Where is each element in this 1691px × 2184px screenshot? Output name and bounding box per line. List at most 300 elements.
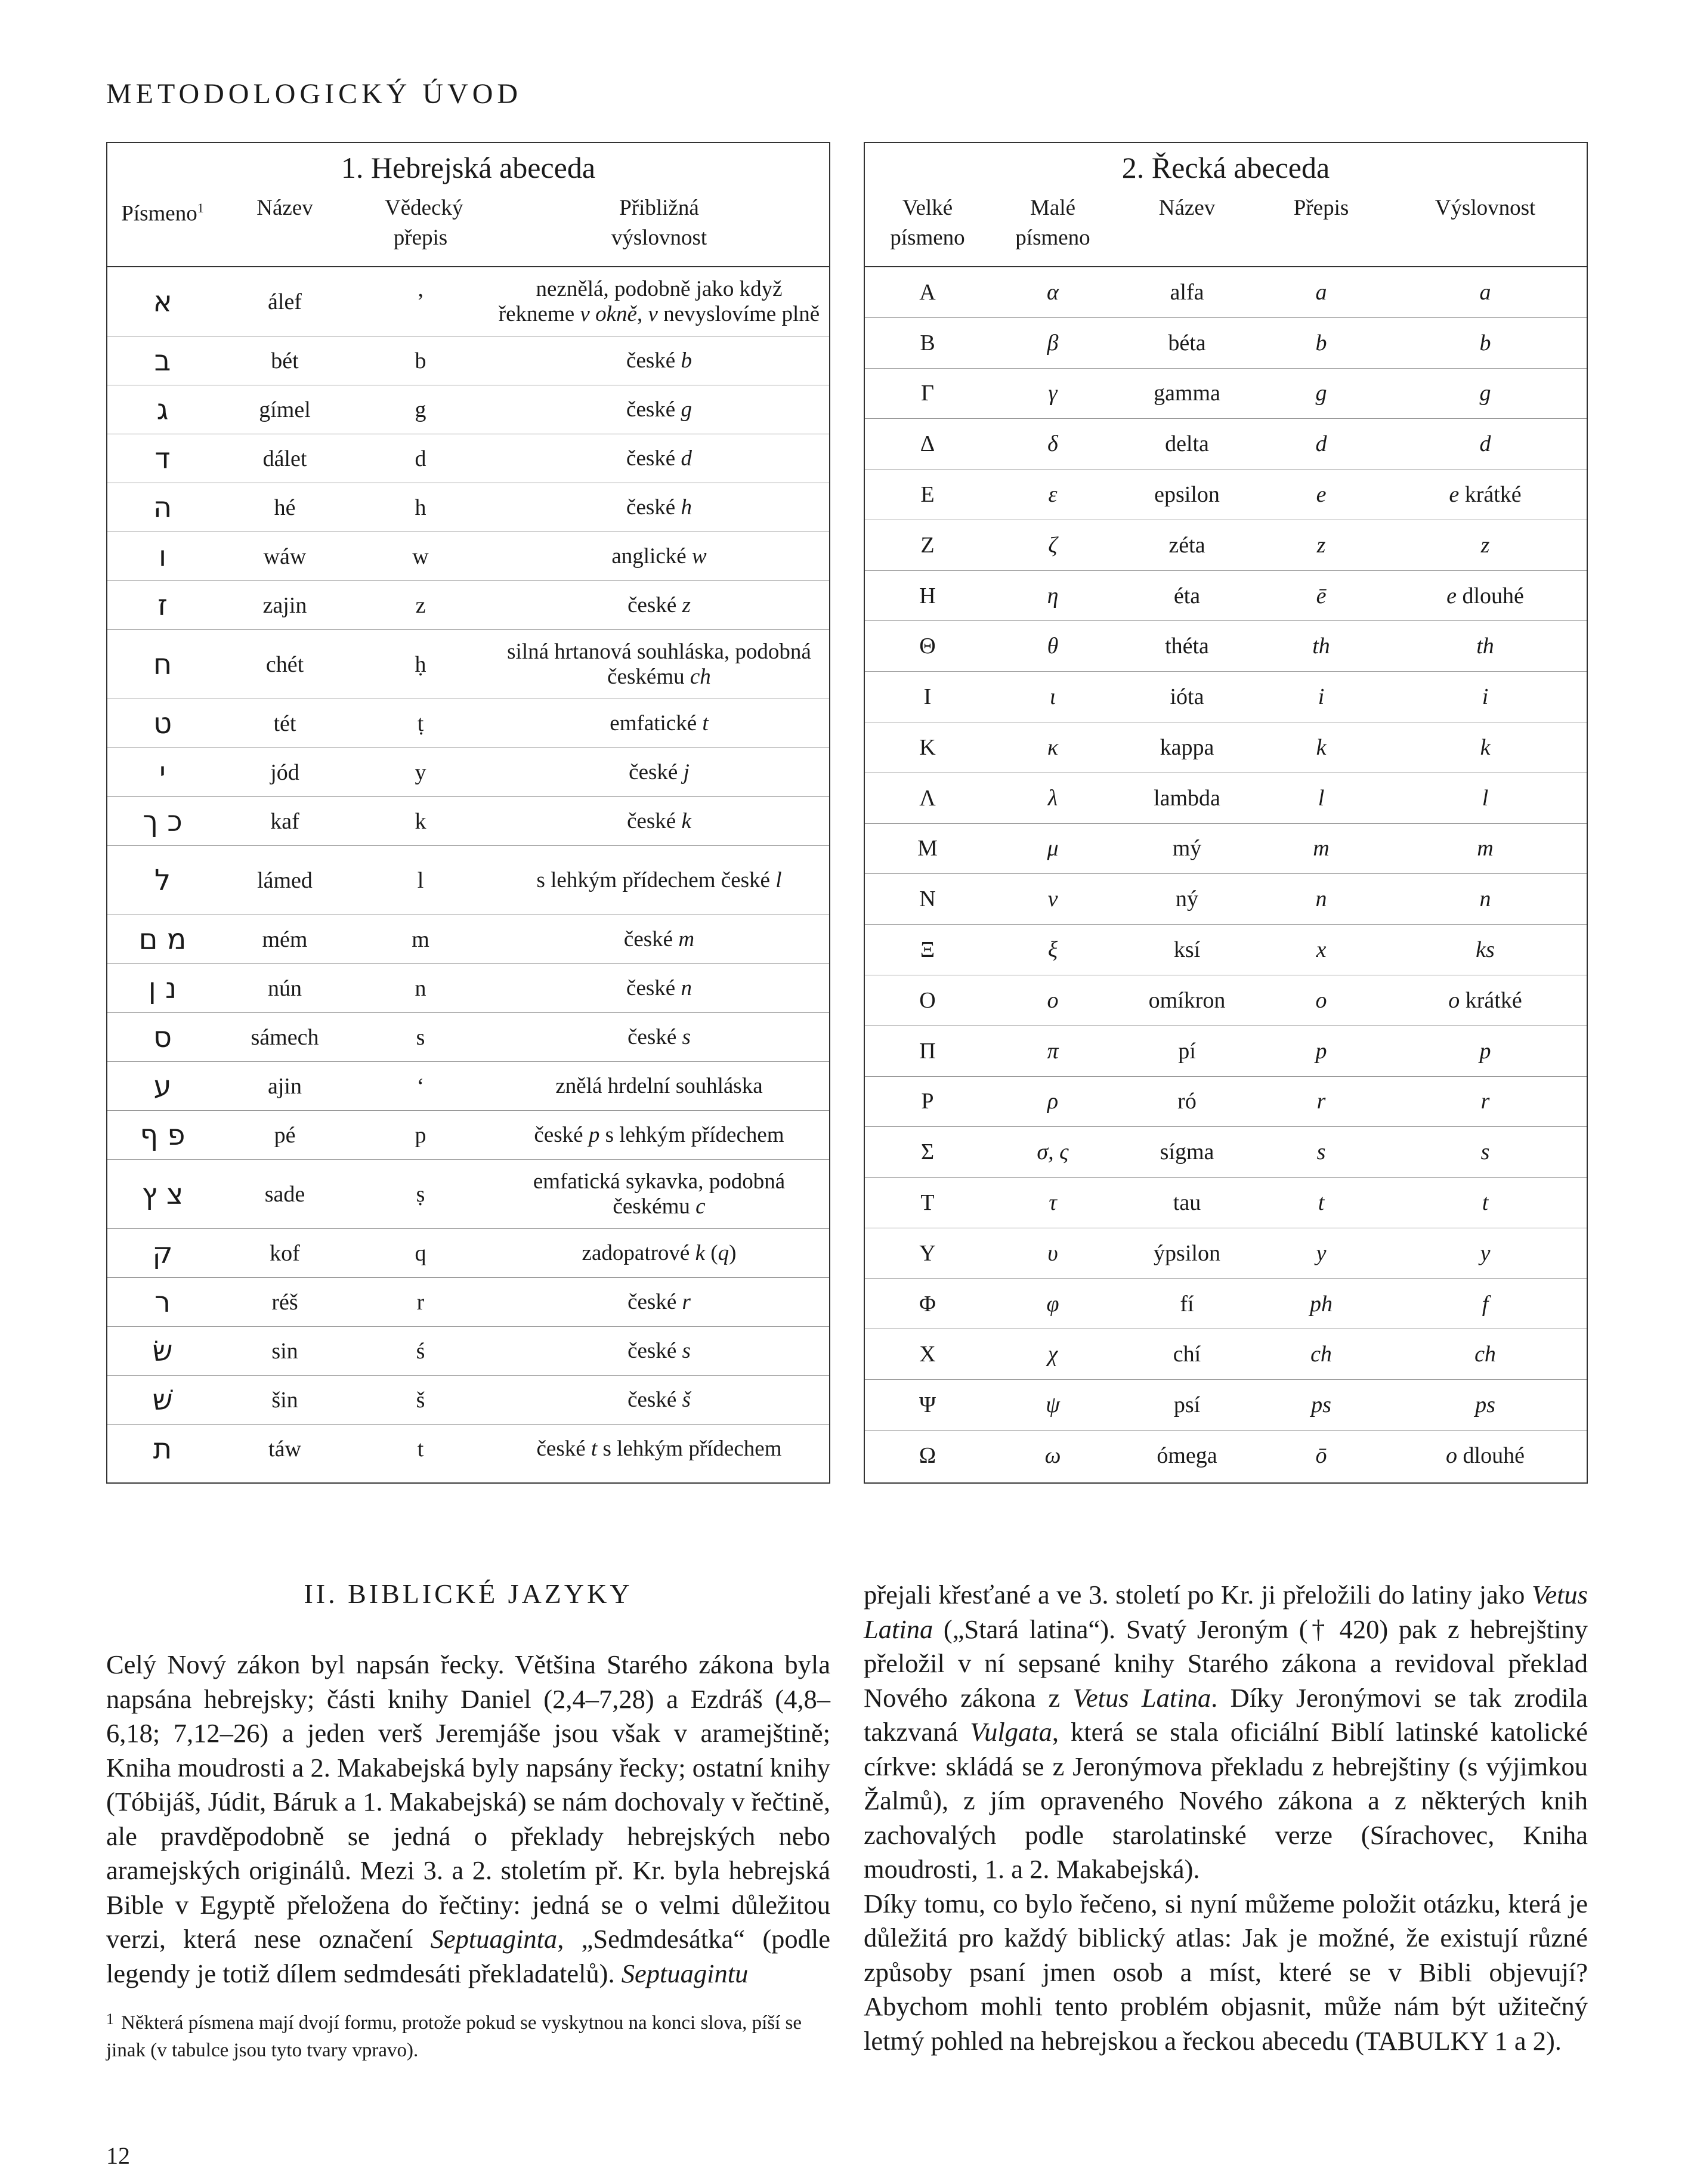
table-row (865, 419, 1587, 469)
uppercase-letter: Ι (923, 684, 932, 710)
letter-name: théta (1165, 634, 1209, 659)
pronunciation (1384, 1291, 1587, 1317)
pronunciation-part: g (1479, 381, 1491, 406)
pronunciation-part: b (681, 348, 692, 373)
letter-name: bét (271, 348, 299, 373)
hebrew-letter: מ ם (138, 922, 187, 956)
pronunciation (489, 809, 829, 834)
letter-name: dálet (262, 446, 307, 471)
lowercase-letter: ο (1047, 987, 1059, 1013)
hebrew-letter: שׂ (152, 1334, 173, 1368)
text-segment: Septuaginta (430, 1924, 558, 1954)
text-segment: Celý Nový zákon byl napsán řecky. Většina Starého zákona byla napsána hebrejsky; části knihy Daniel (2,4–7,28) a Ezdráš (4,8–6,18; 7,12–26) a jeden verš Jeremjáše jsou však v aramejštině; Kniha moudrosti a 2. Makabejská byly napsány řecky; ostatní knihy (Tóbijáš, Júdit, Báruk a 1. Makabejská) se nám dochovaly v řečtině, ale pravděpodobně se jedná o překlady hebrejských nebo aramejských originálů. Mezi 3. a 2. stoletím př. Kr. byla hebrejská Bible v Egyptě přeložena do řečtiny: jedná se o velmi důležitou verzi, která nese označení (106, 1649, 830, 1954)
table-row (865, 773, 1587, 824)
letter-name: éta (1173, 583, 1201, 608)
table-row (865, 571, 1587, 622)
uppercase-letter: Θ (919, 634, 936, 659)
transliteration: e (1316, 482, 1327, 508)
pronunciation-part: ch (690, 664, 711, 689)
lowercase-letter: ι (1049, 684, 1056, 710)
hebrew-letter: ג (156, 393, 169, 427)
pronunciation-part: krátké (1460, 987, 1522, 1013)
pronunciation-part: h (681, 495, 692, 520)
hebrew-letter: ט (153, 706, 172, 740)
lowercase-letter: γ (1048, 381, 1058, 406)
transliteration: ’ (416, 289, 425, 314)
table-row (107, 1062, 829, 1111)
pronunciation-part: české (626, 975, 681, 1000)
pronunciation-part: s lehkým přídechem (599, 1122, 784, 1147)
table-row (107, 630, 829, 699)
pronunciation-part: české (627, 1024, 682, 1049)
pronunciation (489, 1290, 829, 1315)
pronunciation-part: s (682, 1338, 691, 1363)
uppercase-letter: Ω (919, 1443, 936, 1469)
header-letter: Písmeno$^1$ (121, 200, 204, 226)
transliteration: th (1312, 634, 1330, 659)
pronunciation-part: s (1480, 1139, 1490, 1165)
table-row (107, 1376, 829, 1425)
transliteration: k (415, 808, 426, 834)
text-segment: , která se stala oficiální Biblí latinské katolické církve: skládá se z Jeronýmova překladu z hebrejštiny (s výjimkou Žalmů), z jím opraveného Nového zákona a z některých knih zachovalých podle starolatinské verze (Sírachovec, Kniha moudrosti, 1. a 2. Makabejská). (864, 1717, 1588, 1884)
letter-name: sade (264, 1181, 305, 1207)
uppercase-letter: Λ (919, 785, 936, 811)
uppercase-letter: Υ (919, 1240, 936, 1266)
hebrew-letter: ס (153, 1020, 172, 1054)
transliteration: ch (1310, 1342, 1332, 1367)
hebrew-letter: ק (152, 1236, 173, 1270)
pronunciation (1384, 987, 1587, 1014)
hebrew-letter: ת (153, 1432, 172, 1466)
letter-name: epsilon (1154, 482, 1220, 508)
uppercase-letter: Τ (920, 1190, 935, 1215)
running-head: METODOLOGICKÝ ÚVOD (106, 78, 523, 110)
text-segment: Septuagintu (621, 1958, 749, 1988)
letter-name: ajin (268, 1073, 302, 1099)
transliteration: k (1316, 734, 1327, 760)
hebrew-letter: ז (157, 588, 168, 622)
pronunciation (489, 976, 829, 1001)
letter-name: kaf (270, 808, 299, 834)
pronunciation (489, 348, 829, 373)
transliteration: ph (1310, 1291, 1333, 1317)
hebrew-letter: ב (154, 344, 171, 378)
table-row (865, 874, 1587, 925)
transliteration: y (1316, 1240, 1327, 1266)
page-number: 12 (106, 2142, 130, 2169)
pronunciation (489, 711, 829, 736)
letter-name: fí (1180, 1291, 1194, 1317)
pronunciation (1384, 734, 1587, 761)
pronunciation-part: ks (1476, 937, 1495, 963)
table-row (865, 925, 1587, 975)
table-row (865, 1279, 1587, 1330)
pronunciation-part: d (1479, 431, 1491, 457)
pronunciation-part: n (1479, 886, 1491, 912)
uppercase-letter: Π (919, 1038, 936, 1064)
hebrew-letter: כ ך (143, 804, 183, 838)
letter-name: psí (1173, 1392, 1201, 1418)
uppercase-letter: Κ (919, 734, 936, 760)
pronunciation-part: l (775, 867, 782, 892)
letter-name: omíkron (1148, 987, 1226, 1013)
pronunciation-part: české (534, 1122, 589, 1147)
table-row (865, 1228, 1587, 1279)
pronunciation-part: o (1448, 987, 1460, 1013)
header-name: Název (1158, 196, 1216, 220)
transliteration: o (1315, 987, 1327, 1013)
pronunciation-part: z (1480, 532, 1490, 558)
pronunciation-part: p (1479, 1038, 1491, 1064)
left-column-text (106, 1648, 830, 1991)
table-row (107, 1013, 829, 1062)
lowercase-letter: φ (1046, 1291, 1059, 1317)
hebrew-letter: ו (158, 539, 167, 573)
pronunciation (1384, 886, 1587, 912)
pronunciation (1384, 835, 1587, 861)
pronunciation-part: silná hrtanová souhláska, podobná českému (507, 639, 811, 689)
pronunciation-part: th (1476, 634, 1494, 659)
pronunciation-part: f (1482, 1291, 1489, 1317)
lowercase-letter: θ (1047, 634, 1059, 659)
lowercase-letter: λ (1047, 785, 1058, 811)
header-lower: Malé písmeno (1015, 196, 1090, 250)
pronunciation-part: a (1479, 279, 1491, 305)
text-segment: přejali křesťané a ve 3. století po Kr. ji přeložili do latiny jako (864, 1580, 1532, 1610)
pronunciation-part: e (1449, 482, 1460, 508)
paragraph (106, 1648, 830, 1991)
header-name: Název (256, 196, 313, 220)
pronunciation (1384, 1240, 1587, 1266)
transliteration: g (1315, 381, 1327, 406)
greek-alphabet-table (864, 142, 1588, 1484)
letter-name: hé (274, 495, 296, 520)
pronunciation-part: , (636, 301, 648, 326)
pronunciation-part: zadopatrové (582, 1240, 695, 1265)
pronunciation-part: české (627, 1338, 682, 1363)
table-row (107, 483, 829, 532)
table-title: 1. Hebrejská abeceda (341, 151, 596, 184)
letter-name: ómega (1157, 1443, 1217, 1469)
letter-name: nún (268, 975, 302, 1001)
uppercase-letter: Ε (920, 482, 935, 508)
table-row (107, 699, 829, 748)
pronunciation-part: emfatická sykavka, podobná českému (533, 1169, 786, 1219)
table-row (865, 722, 1587, 773)
table-row (107, 1111, 829, 1160)
pronunciation-part: o (1446, 1443, 1458, 1469)
letter-name: táw (268, 1437, 301, 1462)
pronunciation (489, 1169, 829, 1219)
pronunciation-part: české (627, 1387, 682, 1412)
pronunciation-part: d (681, 446, 692, 471)
table-header (865, 189, 1587, 267)
pronunciation (1384, 684, 1587, 710)
pronunciation-part: dlouhé (1457, 1443, 1525, 1469)
pronunciation-part: n (681, 975, 692, 1000)
transliteration: m (1313, 836, 1330, 861)
pronunciation (489, 1241, 829, 1266)
uppercase-letter: Ν (919, 886, 936, 912)
letter-name: pé (274, 1122, 296, 1148)
transliteration: r (416, 1289, 425, 1315)
pronunciation-part: emfatické (610, 711, 703, 736)
pronunciation-part: t (702, 711, 709, 736)
table-row (107, 1278, 829, 1327)
transliteration: g (415, 397, 426, 422)
pronunciation-part: české (627, 808, 682, 833)
pronunciation (489, 1074, 829, 1099)
hebrew-letter: ד (154, 441, 171, 475)
pronunciation-part: g (681, 397, 692, 422)
header-pronunciation: Výslovnost (1435, 196, 1536, 220)
pronunciation-part: k (695, 1240, 706, 1265)
right-column-text (864, 1578, 1588, 2058)
table-row (107, 748, 829, 797)
hebrew-letter: ל (154, 863, 171, 897)
pronunciation-part: krátké (1459, 482, 1522, 508)
pronunciation-part: ( (705, 1240, 718, 1265)
pronunciation (489, 446, 829, 471)
paragraph: Díky tomu, co bylo řečeno, si nyní můžeme položit otázku, která je důležitá pro každý biblický atlas: Jak je možné, že existují různé způsoby psaní jmen osob a míst, které se v Bibli objevují? Abychom mohli tento problém objasnit, může nám být užitečný letmý pohled na hebrejskou a řeckou abecedu (TABULKY 1 a 2). (864, 1888, 1588, 2056)
hebrew-letter: ח (153, 647, 172, 681)
letter-name: álef (268, 289, 302, 314)
transliteration: š (416, 1387, 425, 1413)
pronunciation (489, 760, 829, 785)
table-row (865, 520, 1587, 571)
lowercase-letter: η (1047, 583, 1059, 608)
transliteration: d (415, 446, 426, 471)
table-row (107, 1327, 829, 1376)
pronunciation (489, 277, 829, 327)
letter-name: lámed (257, 867, 313, 893)
transliteration: q (415, 1240, 426, 1266)
letter-name: šin (271, 1387, 298, 1413)
table-row (107, 581, 829, 630)
pronunciation (1384, 1190, 1587, 1216)
transliteration: n (415, 975, 426, 1001)
text-segment: Vetus Latina (1072, 1682, 1211, 1713)
table-row (107, 336, 829, 385)
transliteration: l (1318, 785, 1325, 811)
letter-name: wáw (263, 543, 307, 569)
letter-name: ksí (1173, 937, 1201, 963)
transliteration: a (1315, 279, 1327, 305)
table-row (107, 797, 829, 846)
pronunciation-part: znělá hrdelní souhláska (555, 1073, 763, 1098)
pronunciation (489, 868, 829, 893)
lowercase-letter: ξ (1047, 937, 1058, 963)
pronunciation-part: w (691, 543, 707, 569)
table-row (865, 975, 1587, 1026)
pronunciation-part: m (1477, 836, 1494, 861)
uppercase-letter: Ρ (921, 1089, 934, 1114)
letter-name: sígma (1160, 1139, 1214, 1165)
pronunciation (1384, 1139, 1587, 1165)
table-row (865, 267, 1587, 318)
letter-name: chét (265, 651, 304, 677)
transliteration: s (1316, 1139, 1326, 1165)
pronunciation-part: anglické (611, 543, 692, 569)
letter-name: alfa (1170, 279, 1204, 305)
transliteration: i (1318, 684, 1325, 710)
lowercase-letter: ρ (1047, 1089, 1059, 1114)
table-row (107, 1160, 829, 1229)
pronunciation-part: české (627, 592, 682, 617)
pronunciation-part: k (681, 808, 691, 833)
lowercase-letter: χ (1047, 1342, 1058, 1367)
pronunciation-part: české (627, 1289, 682, 1314)
pronunciation (489, 495, 829, 520)
pronunciation-part: p (588, 1122, 600, 1147)
letter-name: jód (270, 759, 299, 785)
transliteration: ś (416, 1338, 425, 1364)
pronunciation (1384, 785, 1587, 811)
pronunciation (1384, 279, 1587, 305)
uppercase-letter: Σ (920, 1139, 935, 1165)
transliteration: r (1316, 1089, 1326, 1114)
transliteration: ē (1316, 583, 1327, 608)
letter-name: tét (273, 711, 296, 736)
letter-name: gímel (259, 397, 311, 422)
transliteration: s (416, 1024, 425, 1050)
letter-name: tau (1173, 1190, 1201, 1215)
table-row (865, 469, 1587, 520)
pronunciation-part: r (682, 1289, 691, 1314)
pronunciation (1384, 1392, 1587, 1418)
table-row (107, 385, 829, 434)
pronunciation (1384, 937, 1587, 963)
transliteration: p (415, 1122, 426, 1148)
pronunciation (1384, 431, 1587, 457)
table-row (107, 1425, 829, 1473)
transliteration: d (1315, 431, 1327, 457)
transliteration: ‘ (416, 1073, 425, 1099)
pronunciation-part: t (591, 1437, 598, 1461)
uppercase-letter: Β (920, 330, 935, 356)
paragraph (864, 1578, 1588, 1887)
text-segment: , „Sedmdesátka“ (podle legendy je totiž dílem sedmdesáti překladatelů). (106, 1924, 830, 1988)
hebrew-letter: ע (153, 1069, 172, 1103)
letter-name: zajin (262, 592, 307, 618)
uppercase-letter: Δ (920, 431, 935, 457)
transliteration: ḥ (415, 651, 426, 677)
lowercase-letter: ν (1047, 886, 1058, 912)
table-row (865, 369, 1587, 419)
transliteration: ṣ (416, 1181, 425, 1207)
lowercase-letter: σ, ς (1037, 1139, 1069, 1165)
letter-name: lambda (1154, 785, 1220, 811)
section-title: II. BIBLICKÉ JAZYKY (304, 1578, 633, 1609)
hebrew-letter: א (153, 285, 172, 319)
uppercase-letter: Ζ (920, 532, 935, 558)
pronunciation (489, 640, 829, 690)
transliteration: n (1315, 886, 1327, 912)
pronunciation (1384, 1341, 1587, 1367)
pronunciation-part: k (1480, 734, 1491, 760)
letter-name: réš (271, 1289, 298, 1315)
hebrew-letter: נ ן (148, 971, 177, 1005)
uppercase-letter: Μ (917, 836, 938, 861)
footnote-text: Některá písmena mají dvojí formu, protože pokud se vyskytnou na konci slova, píší se jinak (v tabulce jsou tyto tvary vpravo). (106, 2012, 802, 2061)
text-segment: Vetus Latina (864, 1580, 1588, 1644)
letter-name: chí (1173, 1342, 1201, 1367)
text-segment: („Stará latina“). Svatý Jeroným († 420) pak z hebrejštiny přeložil v ní sepsané knihy Starého zákona a revidoval překlad Nového zákona z (864, 1614, 1588, 1713)
pronunciation-part: l (1482, 785, 1489, 811)
header-pronunciation: Přibližná výslovnost (611, 196, 707, 250)
pronunciation-part: q (718, 1240, 729, 1265)
letter-name: gamma (1154, 381, 1220, 406)
pronunciation (489, 593, 829, 618)
text-segment: . Díky Jeronýmovi se tak zrodila takzvaná (864, 1682, 1588, 1747)
table-row (865, 824, 1587, 875)
table-title: 2. Řecká abeceda (1121, 151, 1330, 184)
letter-name: mý (1172, 836, 1202, 861)
uppercase-letter: Φ (919, 1291, 936, 1317)
pronunciation-part: ps (1475, 1392, 1495, 1418)
pronunciation (489, 397, 829, 422)
pronunciation-part: j (683, 759, 690, 784)
lowercase-letter: π (1047, 1038, 1059, 1064)
letter-name: kof (270, 1240, 300, 1266)
table-row (865, 1178, 1587, 1228)
table-row (865, 621, 1587, 672)
pronunciation (1384, 532, 1587, 558)
transliteration: y (415, 759, 426, 785)
pronunciation-part: české (536, 1437, 591, 1461)
pronunciation-part: r (1480, 1089, 1490, 1114)
pronunciation-part: c (695, 1194, 706, 1219)
transliteration: z (1316, 532, 1326, 558)
table-row (865, 1431, 1587, 1481)
lowercase-letter: ψ (1046, 1392, 1060, 1418)
header-translit: Vědecký přepis (385, 196, 463, 250)
letter-name: sin (271, 1338, 298, 1364)
pronunciation-part: s (682, 1024, 691, 1049)
pronunciation-part: české (626, 495, 681, 520)
pronunciation-part: y (1480, 1240, 1491, 1266)
pronunciation (1384, 1038, 1587, 1064)
letter-name: ný (1176, 886, 1198, 912)
transliteration: h (415, 495, 426, 520)
pronunciation-part: v (648, 301, 658, 326)
pronunciation-part: i (1482, 684, 1489, 710)
uppercase-letter: Γ (921, 381, 934, 406)
lowercase-letter: β (1047, 330, 1059, 356)
hebrew-alphabet-table (106, 142, 830, 1484)
pronunciation-part: české (626, 446, 681, 471)
uppercase-letter: Η (919, 583, 936, 608)
pronunciation (489, 1025, 829, 1050)
pronunciation-part: z (682, 592, 691, 617)
table-row (865, 1127, 1587, 1178)
pronunciation (489, 1123, 829, 1148)
table-row (107, 1229, 829, 1278)
table-row (107, 964, 829, 1013)
lowercase-letter: τ (1049, 1190, 1057, 1215)
table-row (107, 846, 829, 915)
table-row (107, 915, 829, 964)
uppercase-letter: Χ (919, 1342, 936, 1367)
transliteration: m (412, 926, 429, 952)
transliteration: b (415, 348, 426, 373)
pronunciation (1384, 583, 1587, 609)
footnote-mark: 1 (106, 2010, 114, 2028)
pronunciation (1384, 633, 1587, 659)
lowercase-letter: ζ (1048, 532, 1058, 558)
transliteration: ps (1311, 1392, 1331, 1418)
transliteration: t (1318, 1190, 1325, 1215)
